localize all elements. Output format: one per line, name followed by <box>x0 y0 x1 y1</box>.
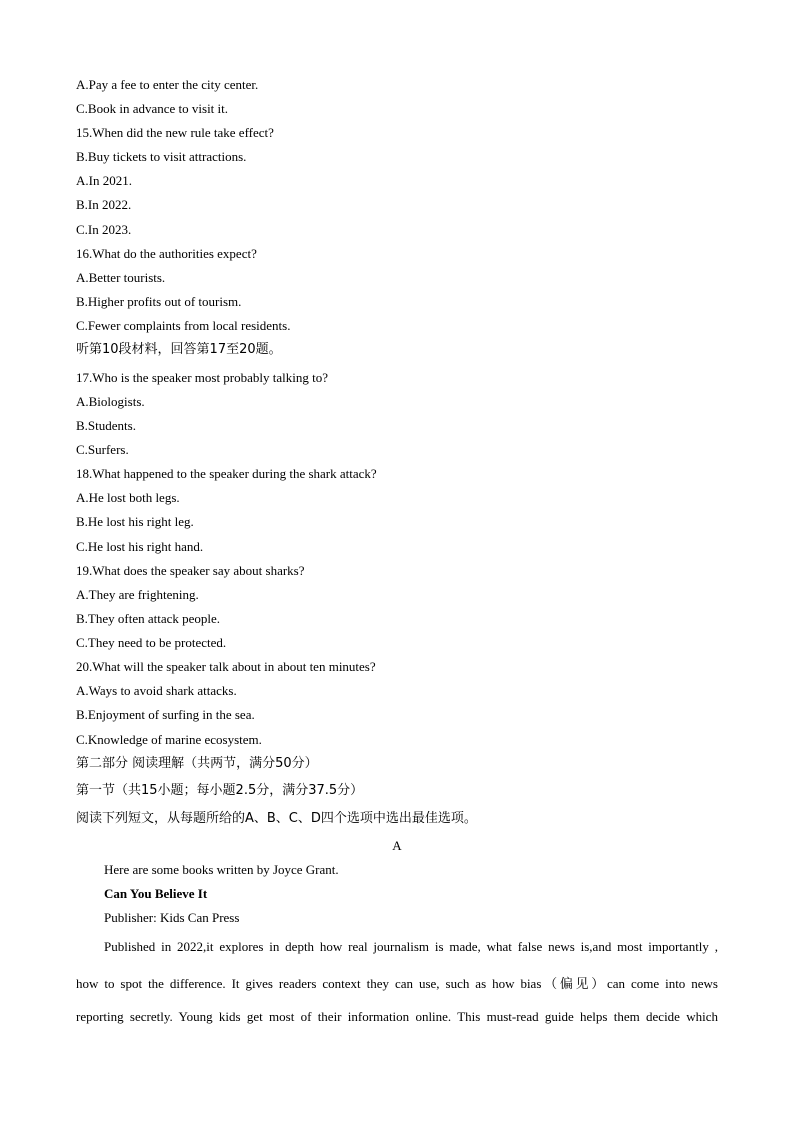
q15-option-a: A.In 2021. <box>76 173 132 188</box>
q19-question: 19.What does the speaker say about sharks? <box>76 563 305 578</box>
q18-option-c: C.He lost his right hand. <box>76 539 204 554</box>
book-paragraph-line-3: reporting secretly. Young kids get most of their information online. This must-read guide helps them decide which <box>76 1009 718 1024</box>
q17-question: 17.Who is the speaker most probably talking to? <box>76 370 329 385</box>
reading-instruction: 阅读下列短文，从每题所给的A、B、C、D四个选项中选出最佳选项。 <box>76 811 477 826</box>
reading-part-title: 第二部分 阅读理解（共两节，满分50分） <box>76 756 318 771</box>
q20-question: 20.What will the speaker talk about in about ten minutes? <box>76 659 376 674</box>
q20-option-a: A.Ways to avoid shark attacks. <box>76 683 237 698</box>
q18-question: 18.What happened to the speaker during the shark attack? <box>76 466 377 481</box>
q17-option-c: C.Surfers. <box>76 442 129 457</box>
q15-option-b: B.In 2022. <box>76 197 132 212</box>
q16-option-a: A.Better tourists. <box>76 270 166 285</box>
reading-section-title: 第一节（共15小题；每小题2.5分，满分37.5分） <box>76 783 364 798</box>
q15-option-c: C.In 2023. <box>76 222 132 237</box>
q19-option-c: C.They need to be protected. <box>76 635 227 650</box>
q19-option-a: A.They are frightening. <box>76 587 199 602</box>
q14-option-c: C.Book in advance to visit it. <box>76 101 229 116</box>
passage-intro: Here are some books written by Joyce Grant. <box>104 862 339 877</box>
q16-option-b: B.Higher profits out of tourism. <box>76 294 242 309</box>
section10-instruction: 听第10段材料，回答第17至20题。 <box>76 342 282 357</box>
book-publisher: Publisher: Kids Can Press <box>104 910 240 925</box>
q16-option-c: C.Fewer complaints from local residents. <box>76 318 291 333</box>
q16-question: 16.What do the authorities expect? <box>76 246 257 261</box>
book-paragraph-line-1: Published in 2022,it explores in depth how real journalism is made, what false news is,and most importantly , <box>104 939 718 954</box>
book-paragraph-line-2: how to spot the difference. It gives readers context they can use, such as how bias（偏见）can come into news <box>76 976 718 991</box>
q20-option-c: C.Knowledge of marine ecosystem. <box>76 732 262 747</box>
q18-option-b: B.He lost his right leg. <box>76 514 194 529</box>
q19-option-b: B.They often attack people. <box>76 611 221 626</box>
q17-option-b: B.Students. <box>76 418 136 433</box>
q17-option-a: A.Biologists. <box>76 394 145 409</box>
q20-option-b: B.Enjoyment of surfing in the sea. <box>76 707 255 722</box>
q15-extra-option: B.Buy tickets to visit attractions. <box>76 149 247 164</box>
q18-option-a: A.He lost both legs. <box>76 490 180 505</box>
book-title: Can You Believe It <box>104 886 208 901</box>
passage-label: A <box>392 838 402 853</box>
q15-question: 15.When did the new rule take effect? <box>76 125 274 140</box>
q14-option-a: A.Pay a fee to enter the city center. <box>76 77 259 92</box>
